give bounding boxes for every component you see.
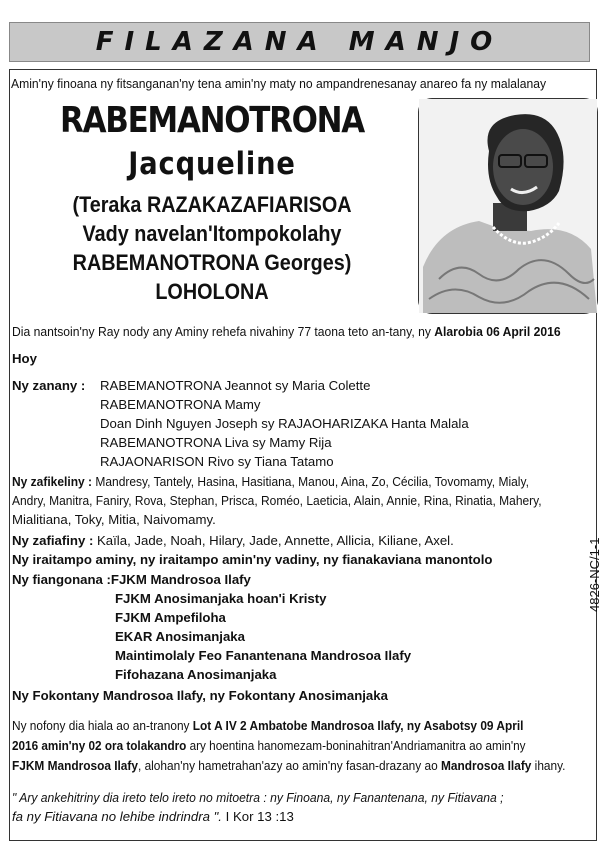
zafikeliny-names: Andry, Manitra, Faniry, Rova, Stephan, Prisca, Roméo, Laeticia, Alain, Annie, Rina, Rinatia, Mahery, (12, 493, 542, 508)
fiangonana-line (12, 572, 251, 587)
zafikeliny-names: Mialitiana, Toky, Mitia, Naivomamy. (12, 512, 216, 527)
nofony-church: FJKM Mandrosoa Ilafy (12, 758, 138, 773)
hoy-label: Hoy (12, 351, 37, 366)
nofony-line-2 (12, 738, 526, 753)
nofony-text: ihany. (531, 758, 566, 773)
zafiafiny-names: Kaïla, Jade, Noah, Hilary, Jade, Annette, Allicia, Kiliane, Axel. (93, 533, 454, 548)
zanany-item: Doan Dinh Nguyen Joseph sy RAJAOHARIZAKA Hanta Malala (100, 416, 469, 431)
fiangonana-item: FJKM Anosimanjaka hoan'i Kristy (115, 591, 327, 606)
header-bar (9, 22, 590, 62)
zafiafiny-label: Ny zafiafiny : (12, 533, 94, 548)
fiangonana-item: FJKM Mandrosoa Ilafy (110, 572, 251, 587)
deceased-firstname: Jacqueline (128, 146, 296, 182)
nofony-line-3 (12, 758, 565, 773)
zafiafiny-line (12, 533, 454, 548)
deceased-photo (418, 98, 598, 314)
nofony-place: Mandrosoa Ilafy (441, 758, 532, 773)
quote-reference: I Kor 13 :13 (221, 809, 294, 824)
teraka-line: (Teraka RAZAKAZAFIARISOA (72, 192, 352, 217)
fiangonana-label: Ny fiangonana : (12, 572, 111, 587)
nofony-text: ary hoentina hanomezam-boninahitran'Andriamanitra ao amin'ny (186, 738, 526, 753)
fokontany-line: Ny Fokontany Mandrosoa Ilafy, ny Fokontany Anosimanjaka (12, 688, 388, 703)
header-title: FILAZANA MANJO (95, 27, 504, 57)
zanany-label: Ny zanany : (12, 378, 86, 393)
fiangonana-item: EKAR Anosimanjaka (115, 629, 245, 644)
fiangonana-item: FJKM Ampefiloha (115, 610, 226, 625)
deceased-details (32, 190, 392, 306)
zafikeliny-names: Mandresy, Tantely, Hasina, Hasitiana, Manou, Aina, Zo, Cécilia, Tovomamy, Mialy, (92, 474, 529, 489)
zanany-item: RAJAONARISON Rivo sy Tiana Tatamo (100, 454, 334, 469)
zanany-item: RABEMANOTRONA Mamy (100, 397, 261, 412)
zafikeliny-line (12, 474, 529, 489)
nofony-time: 2016 amin'ny 02 ora tolakandro (12, 738, 187, 753)
nofony-line-1 (12, 718, 523, 733)
nofony-text: Ny nofony dia hiala ao an-tranony (12, 718, 193, 733)
teraka-line: RABEMANOTRONA Georges) (72, 250, 352, 275)
deceased-surname: RABEMANOTRONA (60, 100, 364, 141)
zanany-item: RABEMANOTRONA Liva sy Mamy Rija (100, 435, 332, 450)
iraitampo-line: Ny iraitampo aminy, ny iraitampo amin'ny vadiny, ny fianakaviana manontolo (12, 552, 493, 567)
quote-text: fa ny Fitiavana no lehibe indrindra ". (12, 809, 222, 824)
nofony-text: , alohan'ny hametrahan'azy ao amin'ny fasan-drazany ao (137, 758, 442, 773)
death-date: Alarobia 06 April 2016 (434, 324, 561, 339)
portrait-image (419, 99, 597, 313)
intro-text: Amin'ny finoana ny fitsanganan'ny tena amin'ny maty no ampandrenesanay anareo fa ny malalanay (11, 76, 547, 91)
teraka-line: Vady navelan'Itompokolahy (82, 221, 342, 246)
quote-line-1: " Ary ankehitriny dia ireto telo ireto no mitoetra : ny Finoana, ny Fanantenana, ny Fitiavana ; (12, 790, 504, 805)
nofony-location: Lot A IV 2 Ambatobe Mandrosoa Ilafy, ny Asabotsy 09 April (192, 718, 524, 733)
death-statement (12, 324, 561, 339)
death-text: Dia nantsoin'ny Ray nody any Aminy rehefa nivahiny 77 taona teto an-tany, ny (12, 324, 435, 339)
zafikeliny-label: Ny zafikeliny : (12, 474, 93, 489)
teraka-line: LOHOLONA (155, 279, 269, 304)
zanany-item: RABEMANOTRONA Jeannot sy Maria Colette (100, 378, 371, 393)
fiangonana-item: Fifohazana Anosimanjaka (115, 667, 277, 682)
fiangonana-item: Maintimolaly Feo Fanantenana Mandrosoa Ilafy (115, 648, 412, 663)
ad-reference: 4826-NC/1-1 (587, 537, 602, 612)
quote-line-2 (12, 809, 294, 824)
